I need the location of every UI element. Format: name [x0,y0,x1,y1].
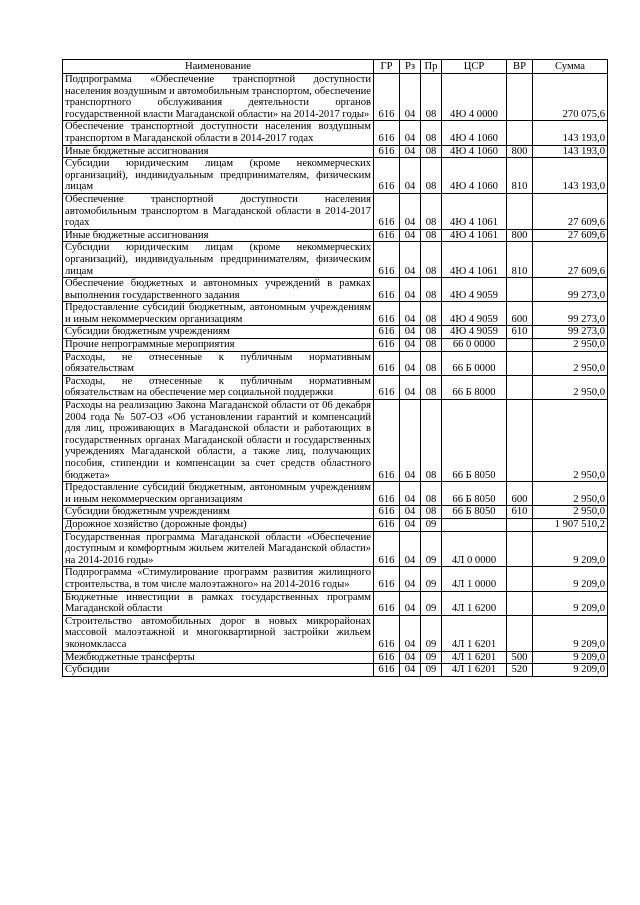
header-row [63,60,608,74]
row-rz: 04 [400,351,421,375]
row-sum: 27 609,6 [533,193,608,229]
table-row [63,375,608,399]
row-csr: 4Ю 4 1060 [442,121,507,145]
row-name: Государственная программа Магаданской области «Обеспечение доступным и комфортным жильем жителей Магаданской области» на 2014-2016 годы» [63,531,374,567]
table-row [63,145,608,158]
table-row [63,615,608,651]
row-csr: 4Ю 4 1061 [442,193,507,229]
row-sum: 9 209,0 [533,531,608,567]
row-vr [507,591,533,615]
row-pr: 09 [421,651,442,664]
table-row [63,278,608,302]
row-gr: 616 [374,158,400,194]
row-sum: 270 075,6 [533,74,608,121]
row-csr: 4Ю 4 9059 [442,278,507,302]
header-rz: Рз [400,60,421,74]
row-rz: 04 [400,302,421,326]
row-csr: 66 Б 8050 [442,482,507,506]
row-name: Субсидии бюджетным учреждениям [63,506,374,519]
row-name: Обеспечение транспортной доступности населения воздушным транспортом в Магаданской области в 2014-2017 годах [63,121,374,145]
row-gr: 616 [374,518,400,531]
row-vr: 810 [507,242,533,278]
row-sum: 143 193,0 [533,158,608,194]
row-vr [507,351,533,375]
row-rz: 04 [400,339,421,352]
row-csr: 66 Б 8050 [442,400,507,482]
row-name: Предоставление субсидий бюджетным, автономным учреждениям и иным некоммерческим организациям [63,302,374,326]
row-sum: 9 209,0 [533,591,608,615]
row-rz: 04 [400,518,421,531]
row-gr: 616 [374,506,400,519]
row-name: Субсидии [63,664,374,677]
row-sum: 2 950,0 [533,339,608,352]
row-pr: 09 [421,591,442,615]
row-gr: 616 [374,229,400,242]
table-row [63,193,608,229]
row-gr: 616 [374,339,400,352]
row-sum: 27 609,6 [533,229,608,242]
row-pr: 09 [421,567,442,591]
row-name: Подпрограмма «Стимулирование программ развития жилищного строительства, в том числе малоэтажного» на 2014-2016 годы» [63,567,374,591]
header-name: Наименование [63,60,374,74]
row-csr: 4Ю 4 9059 [442,302,507,326]
row-gr: 616 [374,615,400,651]
row-pr: 08 [421,242,442,278]
row-vr: 800 [507,229,533,242]
row-pr: 08 [421,145,442,158]
row-csr: 4Ю 4 1060 [442,158,507,194]
row-sum: 143 193,0 [533,145,608,158]
row-name: Расходы, не отнесенные к публичным нормативным обязательствам [63,351,374,375]
row-rz: 04 [400,74,421,121]
row-rz: 04 [400,145,421,158]
row-name: Субсидии бюджетным учреждениям [63,326,374,339]
row-gr: 616 [374,193,400,229]
row-gr: 616 [374,242,400,278]
table-row [63,482,608,506]
row-sum: 9 209,0 [533,651,608,664]
row-rz: 04 [400,531,421,567]
table-row [63,242,608,278]
row-name: Бюджетные инвестиции в рамках государственных программ Магаданской области [63,591,374,615]
row-sum: 143 193,0 [533,121,608,145]
row-csr: 4Ю 4 9059 [442,326,507,339]
row-sum: 2 950,0 [533,400,608,482]
row-vr: 810 [507,158,533,194]
row-pr: 08 [421,74,442,121]
row-gr: 616 [374,351,400,375]
row-csr [442,518,507,531]
header-csr: ЦСР [442,60,507,74]
row-rz: 04 [400,158,421,194]
row-vr [507,339,533,352]
row-vr: 610 [507,326,533,339]
header-sum: Сумма [533,60,608,74]
header-pr: Пр [421,60,442,74]
row-csr: 4Л 1 6201 [442,615,507,651]
row-name: Расходы, не отнесенные к публичным нормативным обязательствам на обеспечение мер социальной поддержки [63,375,374,399]
budget-document-page [62,59,607,677]
table-row [63,339,608,352]
row-vr [507,375,533,399]
row-rz: 04 [400,651,421,664]
row-rz: 04 [400,591,421,615]
row-name: Иные бюджетные ассигнования [63,145,374,158]
row-rz: 04 [400,193,421,229]
row-gr: 616 [374,400,400,482]
row-rz: 04 [400,400,421,482]
row-csr: 66 Б 8000 [442,375,507,399]
row-csr: 66 Б 8050 [442,506,507,519]
row-vr [507,518,533,531]
table-header [63,60,608,74]
row-rz: 04 [400,229,421,242]
header-vr: ВР [507,60,533,74]
row-name: Дорожное хозяйство (дорожные фонды) [63,518,374,531]
row-sum: 2 950,0 [533,375,608,399]
row-gr: 616 [374,302,400,326]
row-name: Обеспечение транспортной доступности населения автомобильным транспортом в Магаданской области в 2014-2017 годах [63,193,374,229]
row-pr: 09 [421,518,442,531]
row-csr: 4Л 0 0000 [442,531,507,567]
table-row [63,531,608,567]
row-gr: 616 [374,145,400,158]
row-vr: 600 [507,482,533,506]
row-name: Расходы на реализацию Закона Магаданской области от 06 декабря 2004 года № 507-ОЗ «Об установлении гарантий и компенсаций для лиц, проживающих в Магаданской области и работающих в государственных органах Магаданской области и государственных учреждениях Магаданской области, а также лиц, получающих пособия, стипендии и компенсации за счет средств областного бюджета» [63,400,374,482]
row-pr: 08 [421,278,442,302]
row-pr: 08 [421,351,442,375]
row-sum: 2 950,0 [533,351,608,375]
row-csr: 4Ю 4 1061 [442,242,507,278]
row-pr: 09 [421,664,442,677]
row-pr: 09 [421,531,442,567]
table-row [63,506,608,519]
row-csr: 4Ю 4 1060 [442,145,507,158]
row-name: Межбюджетные трансферты [63,651,374,664]
row-gr: 616 [374,531,400,567]
row-gr: 616 [374,567,400,591]
row-name: Подпрограмма «Обеспечение транспортной доступности населения воздушным и автомобильным транспортом, обеспечение транспортного обслуживания деятельности органов государственной власти Магаданской области» на 2014-2017 годы» [63,74,374,121]
row-vr [507,74,533,121]
row-rz: 04 [400,121,421,145]
row-vr: 500 [507,651,533,664]
table-row [63,351,608,375]
row-sum: 99 273,0 [533,278,608,302]
row-pr: 08 [421,506,442,519]
table-row [63,74,608,121]
row-vr [507,400,533,482]
row-rz: 04 [400,278,421,302]
row-gr: 616 [374,651,400,664]
row-gr: 616 [374,121,400,145]
row-rz: 04 [400,326,421,339]
row-gr: 616 [374,482,400,506]
row-name: Строительство автомобильных дорог в новых микрорайонах массовой малоэтажной и многоквартирной застройки жильем экономкласса [63,615,374,651]
row-name: Иные бюджетные ассигнования [63,229,374,242]
header-gr: ГР [374,60,400,74]
row-name: Субсидии юридическим лицам (кроме некоммерческих организаций), индивидуальным предпринимателям, физическим лицам [63,242,374,278]
row-sum: 27 609,6 [533,242,608,278]
table-row [63,326,608,339]
row-vr [507,193,533,229]
row-sum: 99 273,0 [533,302,608,326]
row-pr: 08 [421,326,442,339]
table-row [63,158,608,194]
row-name: Прочие непрограммные мероприятия [63,339,374,352]
row-rz: 04 [400,506,421,519]
row-vr: 610 [507,506,533,519]
row-pr: 08 [421,158,442,194]
row-csr: 4Л 1 6200 [442,591,507,615]
row-pr: 08 [421,302,442,326]
row-gr: 616 [374,326,400,339]
row-sum: 99 273,0 [533,326,608,339]
row-vr [507,278,533,302]
row-vr [507,567,533,591]
row-csr: 4Л 1 6201 [442,664,507,677]
row-rz: 04 [400,567,421,591]
row-rz: 04 [400,375,421,399]
row-gr: 616 [374,278,400,302]
row-pr: 08 [421,482,442,506]
row-pr: 08 [421,375,442,399]
row-vr: 600 [507,302,533,326]
row-rz: 04 [400,242,421,278]
table-row [63,591,608,615]
table-row [63,664,608,677]
row-vr: 800 [507,145,533,158]
table-row [63,567,608,591]
row-csr: 4Л 1 0000 [442,567,507,591]
row-pr: 08 [421,121,442,145]
table-row [63,229,608,242]
row-vr [507,531,533,567]
row-pr: 08 [421,400,442,482]
row-gr: 616 [374,591,400,615]
row-csr: 66 0 0000 [442,339,507,352]
row-vr [507,121,533,145]
table-row [63,518,608,531]
row-name: Субсидии юридическим лицам (кроме некоммерческих организаций), индивидуальным предпринимателям, физическим лицам [63,158,374,194]
row-pr: 08 [421,193,442,229]
row-pr: 08 [421,339,442,352]
row-vr [507,615,533,651]
table-row [63,400,608,482]
row-vr: 520 [507,664,533,677]
row-gr: 616 [374,664,400,677]
row-rz: 04 [400,664,421,677]
row-sum: 9 209,0 [533,567,608,591]
row-sum: 9 209,0 [533,615,608,651]
row-csr: 4Ю 4 0000 [442,74,507,121]
row-csr: 4Ю 4 1061 [442,229,507,242]
row-rz: 04 [400,482,421,506]
budget-table [62,59,608,677]
row-name: Обеспечение бюджетных и автономных учреждений в рамках выполнения государственного задания [63,278,374,302]
row-sum: 2 950,0 [533,482,608,506]
row-csr: 66 Б 0000 [442,351,507,375]
row-sum: 1 907 510,2 [533,518,608,531]
table-row [63,302,608,326]
row-name: Предоставление субсидий бюджетным, автономным учреждениям и иным некоммерческим организациям [63,482,374,506]
row-csr: 4Л 1 6201 [442,651,507,664]
row-gr: 616 [374,375,400,399]
row-sum: 2 950,0 [533,506,608,519]
row-rz: 04 [400,615,421,651]
row-gr: 616 [374,74,400,121]
row-pr: 08 [421,229,442,242]
table-row [63,651,608,664]
table-body [63,74,608,677]
row-pr: 09 [421,615,442,651]
row-sum: 9 209,0 [533,664,608,677]
table-row [63,121,608,145]
